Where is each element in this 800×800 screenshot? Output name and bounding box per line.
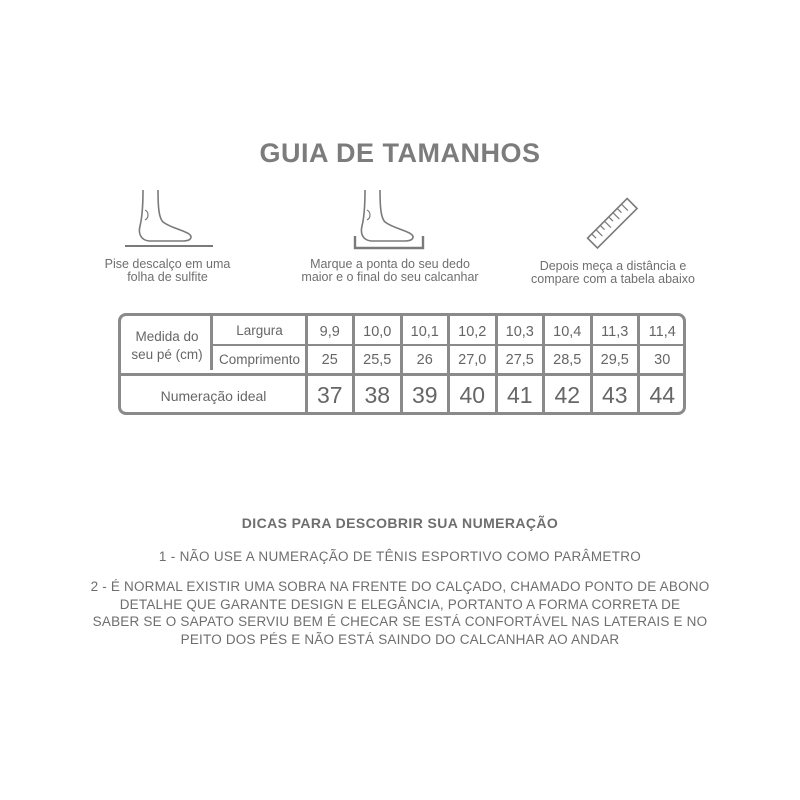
step-caption-line1: Marque a ponta do seu dedo	[310, 257, 470, 271]
size-value: 43	[601, 382, 628, 408]
length-row-label: Comprimento	[218, 351, 301, 367]
size-value: 41	[506, 382, 533, 408]
width-value: 10,4	[553, 323, 582, 340]
ruler-icon	[583, 196, 643, 252]
step-mark-foot	[285, 186, 495, 284]
foot-on-paper-icon	[113, 188, 223, 252]
measure-label-line2: seu pé (cm)	[131, 346, 203, 362]
step-stand-barefoot	[80, 188, 255, 284]
width-row-label: Largura	[236, 322, 283, 338]
tip-1: 1 - NÃO USE A NUMERAÇÃO DE TÊNIS ESPORTIVO COMO PARÂMETRO	[158, 549, 642, 564]
length-value: 29,5	[600, 352, 629, 368]
length-value: 27,5	[505, 352, 534, 368]
width-value: 10,2	[458, 323, 487, 340]
measure-label-line1: Medida do	[135, 328, 199, 344]
length-value: 28,5	[553, 352, 582, 368]
width-value: 10,3	[505, 323, 534, 340]
tip-2-line: DETALHE QUE GARANTE DESIGN E ELEGÂNCIA, PORTANTO A FORMA CORRETA DE	[119, 596, 681, 612]
size-value: 42	[554, 382, 581, 408]
length-value: 30	[654, 352, 671, 368]
size-table	[118, 313, 686, 415]
size-value: 39	[411, 382, 438, 408]
width-value: 10,0	[363, 323, 392, 340]
measure-label	[121, 316, 213, 373]
size-value: 37	[316, 382, 343, 408]
length-value: 26	[416, 352, 433, 368]
length-value: 25,5	[363, 352, 392, 368]
size-row-label: Numeração ideal	[160, 387, 267, 404]
length-value: 25	[321, 352, 338, 368]
size-value: 44	[649, 382, 676, 408]
tip-2-line: PEITO DOS PÉS E NÃO ESTÁ SAINDO DO CALCANHAR AO ANDAR	[180, 631, 620, 647]
step-caption-line2: compare com a tabela abaixo	[531, 272, 695, 286]
size-value: 40	[459, 382, 486, 408]
step-compare-table	[508, 196, 718, 286]
step-caption-line2: maior e o final do seu calcanhar	[301, 270, 479, 284]
width-value: 10,1	[410, 323, 439, 340]
tip-2-line: 2 - É NORMAL EXISTIR UMA SOBRA NA FRENTE DO CALÇADO, CHAMADO PONTO DE ABONO	[90, 579, 710, 594]
tips-title: DICAS PARA DESCOBRIR SUA NUMERAÇÃO	[241, 515, 559, 531]
table-divider	[210, 316, 213, 370]
page-title: GUIA DE TAMANHOS	[259, 138, 541, 168]
size-value: 38	[364, 382, 391, 408]
step-caption-line1: Pise descalço em uma	[104, 257, 231, 271]
tip-2-line: SABER SE O SAPATO SERVIU BEM É CHECAR SE ESTÁ CONFORTÁVEL NAS LATERAIS E NO	[92, 614, 708, 629]
length-value: 27,0	[458, 352, 487, 368]
width-value: 11,3	[601, 323, 629, 340]
step-caption-line1: Depois meça a distância e	[539, 259, 687, 273]
step-caption-line2: folha de sulfite	[127, 270, 208, 284]
foot-measure-marks-icon	[335, 186, 445, 252]
width-value: 9,9	[319, 323, 340, 340]
tip-2	[70, 578, 730, 648]
width-value: 11,4	[648, 323, 676, 340]
